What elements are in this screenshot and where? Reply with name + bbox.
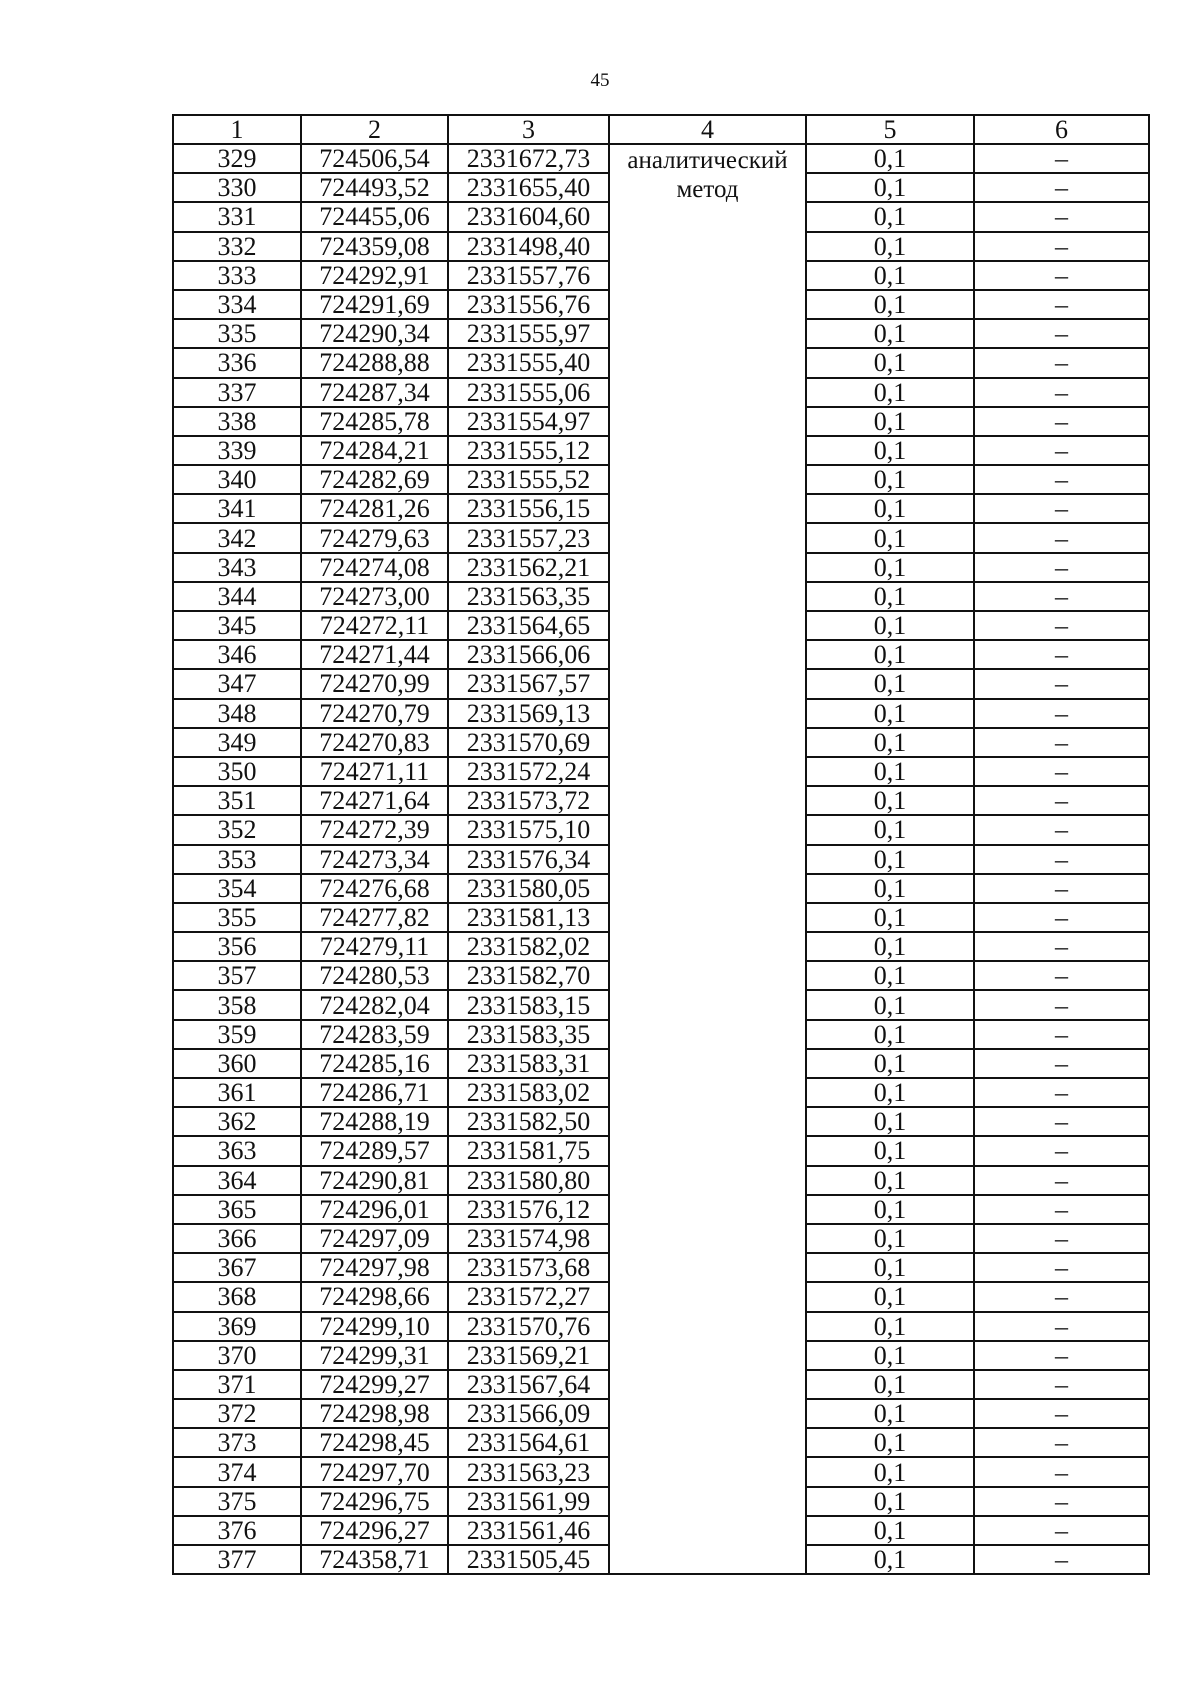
y-coordinate-cell: 2331562,21 [448, 553, 609, 582]
column-header: 4 [609, 115, 806, 144]
description-cell: – [974, 699, 1149, 728]
description-cell: – [974, 990, 1149, 1019]
accuracy-cell: 0,1 [806, 669, 974, 698]
x-coordinate-cell: 724299,10 [301, 1312, 448, 1341]
description-cell: – [974, 757, 1149, 786]
x-coordinate-cell: 724270,83 [301, 728, 448, 757]
description-cell: – [974, 1545, 1149, 1574]
point-number-cell: 334 [173, 290, 301, 319]
y-coordinate-cell: 2331580,05 [448, 874, 609, 903]
point-number-cell: 351 [173, 786, 301, 815]
x-coordinate-cell: 724271,44 [301, 640, 448, 669]
point-number-cell: 363 [173, 1136, 301, 1165]
description-cell: – [974, 1166, 1149, 1195]
point-number-cell: 331 [173, 202, 301, 231]
point-number-cell: 332 [173, 232, 301, 261]
point-number-cell: 370 [173, 1341, 301, 1370]
x-coordinate-cell: 724285,16 [301, 1049, 448, 1078]
point-number-cell: 329 [173, 144, 301, 173]
y-coordinate-cell: 2331556,15 [448, 494, 609, 523]
accuracy-cell: 0,1 [806, 523, 974, 552]
accuracy-cell: 0,1 [806, 1049, 974, 1078]
point-number-cell: 353 [173, 845, 301, 874]
accuracy-cell: 0,1 [806, 553, 974, 582]
accuracy-cell: 0,1 [806, 699, 974, 728]
description-cell: – [974, 903, 1149, 932]
x-coordinate-cell: 724298,66 [301, 1282, 448, 1311]
x-coordinate-cell: 724282,69 [301, 465, 448, 494]
y-coordinate-cell: 2331572,24 [448, 757, 609, 786]
description-cell: – [974, 319, 1149, 348]
y-coordinate-cell: 2331498,40 [448, 232, 609, 261]
description-cell: – [974, 1107, 1149, 1136]
x-coordinate-cell: 724272,39 [301, 815, 448, 844]
y-coordinate-cell: 2331561,99 [448, 1487, 609, 1516]
accuracy-cell: 0,1 [806, 1253, 974, 1282]
y-coordinate-cell: 2331575,10 [448, 815, 609, 844]
point-number-cell: 354 [173, 874, 301, 903]
y-coordinate-cell: 2331573,68 [448, 1253, 609, 1282]
point-number-cell: 338 [173, 407, 301, 436]
x-coordinate-cell: 724299,31 [301, 1341, 448, 1370]
x-coordinate-cell: 724292,91 [301, 261, 448, 290]
point-number-cell: 376 [173, 1516, 301, 1545]
accuracy-cell: 0,1 [806, 1370, 974, 1399]
point-number-cell: 375 [173, 1487, 301, 1516]
description-cell: – [974, 1049, 1149, 1078]
point-number-cell: 342 [173, 523, 301, 552]
y-coordinate-cell: 2331570,76 [448, 1312, 609, 1341]
accuracy-cell: 0,1 [806, 407, 974, 436]
accuracy-cell: 0,1 [806, 1341, 974, 1370]
description-cell: – [974, 494, 1149, 523]
x-coordinate-cell: 724358,71 [301, 1545, 448, 1574]
description-cell: – [974, 378, 1149, 407]
description-cell: – [974, 640, 1149, 669]
y-coordinate-cell: 2331557,76 [448, 261, 609, 290]
point-number-cell: 341 [173, 494, 301, 523]
description-cell: – [974, 407, 1149, 436]
accuracy-cell: 0,1 [806, 494, 974, 523]
x-coordinate-cell: 724297,09 [301, 1224, 448, 1253]
x-coordinate-cell: 724296,01 [301, 1195, 448, 1224]
accuracy-cell: 0,1 [806, 1195, 974, 1224]
table-row [173, 144, 1149, 173]
accuracy-cell: 0,1 [806, 319, 974, 348]
description-cell: – [974, 582, 1149, 611]
x-coordinate-cell: 724280,53 [301, 961, 448, 990]
y-coordinate-cell: 2331582,70 [448, 961, 609, 990]
x-coordinate-cell: 724288,88 [301, 348, 448, 377]
x-coordinate-cell: 724296,75 [301, 1487, 448, 1516]
point-number-cell: 365 [173, 1195, 301, 1224]
point-number-cell: 352 [173, 815, 301, 844]
y-coordinate-cell: 2331564,61 [448, 1428, 609, 1457]
accuracy-cell: 0,1 [806, 1545, 974, 1574]
y-coordinate-cell: 2331583,15 [448, 990, 609, 1019]
y-coordinate-cell: 2331556,76 [448, 290, 609, 319]
y-coordinate-cell: 2331672,73 [448, 144, 609, 173]
y-coordinate-cell: 2331573,72 [448, 786, 609, 815]
point-number-cell: 336 [173, 348, 301, 377]
x-coordinate-cell: 724274,08 [301, 553, 448, 582]
accuracy-cell: 0,1 [806, 1136, 974, 1165]
point-number-cell: 367 [173, 1253, 301, 1282]
point-number-cell: 335 [173, 319, 301, 348]
x-coordinate-cell: 724506,54 [301, 144, 448, 173]
accuracy-cell: 0,1 [806, 436, 974, 465]
point-number-cell: 366 [173, 1224, 301, 1253]
accuracy-cell: 0,1 [806, 640, 974, 669]
accuracy-cell: 0,1 [806, 1107, 974, 1136]
y-coordinate-cell: 2331505,45 [448, 1545, 609, 1574]
x-coordinate-cell: 724277,82 [301, 903, 448, 932]
point-number-cell: 374 [173, 1457, 301, 1486]
y-coordinate-cell: 2331555,52 [448, 465, 609, 494]
x-coordinate-cell: 724270,99 [301, 669, 448, 698]
point-number-cell: 362 [173, 1107, 301, 1136]
y-coordinate-cell: 2331564,65 [448, 611, 609, 640]
accuracy-cell: 0,1 [806, 232, 974, 261]
y-coordinate-cell: 2331566,06 [448, 640, 609, 669]
description-cell: – [974, 1312, 1149, 1341]
y-coordinate-cell: 2331567,57 [448, 669, 609, 698]
column-header: 5 [806, 115, 974, 144]
x-coordinate-cell: 724299,27 [301, 1370, 448, 1399]
description-cell: – [974, 961, 1149, 990]
description-cell: – [974, 1428, 1149, 1457]
description-cell: – [974, 1341, 1149, 1370]
accuracy-cell: 0,1 [806, 757, 974, 786]
y-coordinate-cell: 2331655,40 [448, 173, 609, 202]
point-number-cell: 371 [173, 1370, 301, 1399]
x-coordinate-cell: 724272,11 [301, 611, 448, 640]
description-cell: – [974, 1078, 1149, 1107]
accuracy-cell: 0,1 [806, 815, 974, 844]
accuracy-cell: 0,1 [806, 1487, 974, 1516]
y-coordinate-cell: 2331583,31 [448, 1049, 609, 1078]
description-cell: – [974, 1516, 1149, 1545]
y-coordinate-cell: 2331569,21 [448, 1341, 609, 1370]
y-coordinate-cell: 2331569,13 [448, 699, 609, 728]
x-coordinate-cell: 724283,59 [301, 1020, 448, 1049]
point-number-cell: 337 [173, 378, 301, 407]
point-number-cell: 343 [173, 553, 301, 582]
y-coordinate-cell: 2331572,27 [448, 1282, 609, 1311]
point-number-cell: 369 [173, 1312, 301, 1341]
point-number-cell: 345 [173, 611, 301, 640]
accuracy-cell: 0,1 [806, 1282, 974, 1311]
accuracy-cell: 0,1 [806, 1399, 974, 1428]
point-number-cell: 330 [173, 173, 301, 202]
accuracy-cell: 0,1 [806, 1312, 974, 1341]
accuracy-cell: 0,1 [806, 261, 974, 290]
column-header: 6 [974, 115, 1149, 144]
y-coordinate-cell: 2331581,13 [448, 903, 609, 932]
accuracy-cell: 0,1 [806, 1166, 974, 1195]
description-cell: – [974, 669, 1149, 698]
point-number-cell: 360 [173, 1049, 301, 1078]
accuracy-cell: 0,1 [806, 1020, 974, 1049]
accuracy-cell: 0,1 [806, 961, 974, 990]
description-cell: – [974, 553, 1149, 582]
description-cell: – [974, 1282, 1149, 1311]
x-coordinate-cell: 724273,34 [301, 845, 448, 874]
description-cell: – [974, 202, 1149, 231]
description-cell: – [974, 611, 1149, 640]
description-cell: – [974, 1195, 1149, 1224]
point-number-cell: 348 [173, 699, 301, 728]
accuracy-cell: 0,1 [806, 144, 974, 173]
column-header: 2 [301, 115, 448, 144]
accuracy-cell: 0,1 [806, 990, 974, 1019]
point-number-cell: 361 [173, 1078, 301, 1107]
accuracy-cell: 0,1 [806, 611, 974, 640]
y-coordinate-cell: 2331582,50 [448, 1107, 609, 1136]
x-coordinate-cell: 724273,00 [301, 582, 448, 611]
point-number-cell: 346 [173, 640, 301, 669]
y-coordinate-cell: 2331555,06 [448, 378, 609, 407]
accuracy-cell: 0,1 [806, 728, 974, 757]
y-coordinate-cell: 2331576,34 [448, 845, 609, 874]
x-coordinate-cell: 724288,19 [301, 1107, 448, 1136]
description-cell: – [974, 261, 1149, 290]
point-number-cell: 377 [173, 1545, 301, 1574]
x-coordinate-cell: 724290,34 [301, 319, 448, 348]
y-coordinate-cell: 2331555,40 [448, 348, 609, 377]
description-cell: – [974, 1457, 1149, 1486]
x-coordinate-cell: 724289,57 [301, 1136, 448, 1165]
accuracy-cell: 0,1 [806, 1428, 974, 1457]
point-number-cell: 359 [173, 1020, 301, 1049]
accuracy-cell: 0,1 [806, 903, 974, 932]
accuracy-cell: 0,1 [806, 1078, 974, 1107]
x-coordinate-cell: 724298,45 [301, 1428, 448, 1457]
page-number: 45 [590, 70, 610, 91]
point-number-cell: 373 [173, 1428, 301, 1457]
method-cell [609, 144, 806, 1574]
description-cell: – [974, 173, 1149, 202]
accuracy-cell: 0,1 [806, 465, 974, 494]
description-cell: – [974, 728, 1149, 757]
point-number-cell: 350 [173, 757, 301, 786]
y-coordinate-cell: 2331563,35 [448, 582, 609, 611]
point-number-cell: 357 [173, 961, 301, 990]
description-cell: – [974, 815, 1149, 844]
x-coordinate-cell: 724270,79 [301, 699, 448, 728]
x-coordinate-cell: 724359,08 [301, 232, 448, 261]
y-coordinate-cell: 2331604,60 [448, 202, 609, 231]
y-coordinate-cell: 2331566,09 [448, 1399, 609, 1428]
description-cell: – [974, 1020, 1149, 1049]
description-cell: – [974, 1224, 1149, 1253]
x-coordinate-cell: 724286,71 [301, 1078, 448, 1107]
description-cell: – [974, 1399, 1149, 1428]
x-coordinate-cell: 724296,27 [301, 1516, 448, 1545]
x-coordinate-cell: 724297,98 [301, 1253, 448, 1282]
description-cell: – [974, 874, 1149, 903]
x-coordinate-cell: 724290,81 [301, 1166, 448, 1195]
y-coordinate-cell: 2331557,23 [448, 523, 609, 552]
point-number-cell: 349 [173, 728, 301, 757]
x-coordinate-cell: 724284,21 [301, 436, 448, 465]
x-coordinate-cell: 724285,78 [301, 407, 448, 436]
method-label-line1: аналитический [627, 147, 788, 174]
point-number-cell: 356 [173, 932, 301, 961]
x-coordinate-cell: 724281,26 [301, 494, 448, 523]
y-coordinate-cell: 2331561,46 [448, 1516, 609, 1545]
x-coordinate-cell: 724276,68 [301, 874, 448, 903]
y-coordinate-cell: 2331582,02 [448, 932, 609, 961]
description-cell: – [974, 1370, 1149, 1399]
accuracy-cell: 0,1 [806, 1457, 974, 1486]
description-cell: – [974, 932, 1149, 961]
accuracy-cell: 0,1 [806, 845, 974, 874]
x-coordinate-cell: 724271,64 [301, 786, 448, 815]
x-coordinate-cell: 724493,52 [301, 173, 448, 202]
point-number-cell: 347 [173, 669, 301, 698]
description-cell: – [974, 786, 1149, 815]
x-coordinate-cell: 724279,11 [301, 932, 448, 961]
description-cell: – [974, 144, 1149, 173]
accuracy-cell: 0,1 [806, 582, 974, 611]
x-coordinate-cell: 724279,63 [301, 523, 448, 552]
accuracy-cell: 0,1 [806, 1224, 974, 1253]
point-number-cell: 372 [173, 1399, 301, 1428]
y-coordinate-cell: 2331567,64 [448, 1370, 609, 1399]
column-header: 1 [173, 115, 301, 144]
description-cell: – [974, 436, 1149, 465]
point-number-cell: 340 [173, 465, 301, 494]
y-coordinate-cell: 2331574,98 [448, 1224, 609, 1253]
x-coordinate-cell: 724298,98 [301, 1399, 448, 1428]
x-coordinate-cell: 724282,04 [301, 990, 448, 1019]
y-coordinate-cell: 2331555,12 [448, 436, 609, 465]
x-coordinate-cell: 724455,06 [301, 202, 448, 231]
description-cell: – [974, 348, 1149, 377]
y-coordinate-cell: 2331570,69 [448, 728, 609, 757]
point-number-cell: 364 [173, 1166, 301, 1195]
point-number-cell: 355 [173, 903, 301, 932]
y-coordinate-cell: 2331563,23 [448, 1457, 609, 1486]
description-cell: – [974, 845, 1149, 874]
y-coordinate-cell: 2331583,35 [448, 1020, 609, 1049]
x-coordinate-cell: 724287,34 [301, 378, 448, 407]
description-cell: – [974, 523, 1149, 552]
description-cell: – [974, 465, 1149, 494]
accuracy-cell: 0,1 [806, 348, 974, 377]
column-header: 3 [448, 115, 609, 144]
description-cell: – [974, 1136, 1149, 1165]
y-coordinate-cell: 2331576,12 [448, 1195, 609, 1224]
accuracy-cell: 0,1 [806, 202, 974, 231]
point-number-cell: 358 [173, 990, 301, 1019]
table-body [173, 115, 1149, 1574]
y-coordinate-cell: 2331554,97 [448, 407, 609, 436]
accuracy-cell: 0,1 [806, 1516, 974, 1545]
accuracy-cell: 0,1 [806, 378, 974, 407]
table-header-row [173, 115, 1149, 144]
description-cell: – [974, 290, 1149, 319]
accuracy-cell: 0,1 [806, 290, 974, 319]
y-coordinate-cell: 2331555,97 [448, 319, 609, 348]
point-number-cell: 344 [173, 582, 301, 611]
y-coordinate-cell: 2331583,02 [448, 1078, 609, 1107]
x-coordinate-cell: 724291,69 [301, 290, 448, 319]
x-coordinate-cell: 724271,11 [301, 757, 448, 786]
accuracy-cell: 0,1 [806, 932, 974, 961]
accuracy-cell: 0,1 [806, 874, 974, 903]
point-number-cell: 368 [173, 1282, 301, 1311]
description-cell: – [974, 1487, 1149, 1516]
method-label-line2: метод [676, 176, 739, 203]
description-cell: – [974, 232, 1149, 261]
description-cell: – [974, 1253, 1149, 1282]
coordinates-table [172, 114, 1150, 1575]
x-coordinate-cell: 724297,70 [301, 1457, 448, 1486]
point-number-cell: 339 [173, 436, 301, 465]
accuracy-cell: 0,1 [806, 786, 974, 815]
accuracy-cell: 0,1 [806, 173, 974, 202]
y-coordinate-cell: 2331580,80 [448, 1166, 609, 1195]
y-coordinate-cell: 2331581,75 [448, 1136, 609, 1165]
point-number-cell: 333 [173, 261, 301, 290]
